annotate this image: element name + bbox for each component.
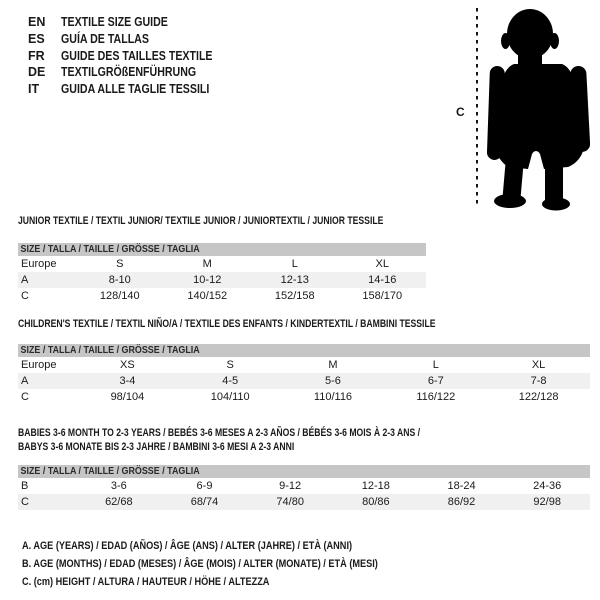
size-cell: 14-16 [368,274,397,286]
size-cell: 3-4 [119,375,136,387]
size-cell: 128/140 [99,290,140,302]
size-cell: 104/110 [210,391,250,403]
language-code: ES [28,31,45,46]
size-header-bar [18,344,590,357]
table-title-line: BABYS 3-6 MONATE BIS 2-3 JAHRE / BAMBINI 3-6 MESI A 2-3 ANNI [18,440,295,453]
size-cell: 122/128 [518,391,559,403]
size-cell: 62/68 [105,496,133,508]
size-cell: 5-6 [325,375,341,387]
language-title-list [28,14,239,98]
size-cell: XL [531,359,546,371]
height-measure-label: C [456,105,465,119]
size-table [18,344,590,405]
table-row [18,256,426,272]
size-cell: 6-7 [427,375,444,387]
size-cell: 24-36 [533,480,562,492]
table-row [18,478,590,494]
size-cell: 10-12 [193,274,222,286]
language-title: TEXTILE SIZE GUIDE [61,15,168,29]
size-cell: L [291,258,298,270]
row-label: Europe [21,359,57,371]
size-cell: 92/98 [533,496,561,508]
row-label: C [21,290,29,302]
footnote: C. (cm) HEIGHT / ALTURA / HAUTEUR / HÖHE / ALTEZZA [22,576,270,588]
footnotes [22,537,441,591]
size-cell: XS [120,359,135,371]
size-cell: 6-9 [196,480,213,492]
language-row [28,14,239,31]
table-row [18,288,426,304]
table-title-line: BABIES 3-6 MONTH TO 2-3 YEARS / BEBÉS 3-6 MESES A 2-3 AÑOS / BÉBÉS 3-6 MOIS À 2-3 ANS / [18,427,421,439]
language-code: EN [28,15,46,29]
table-row [18,373,590,389]
size-header-bar [18,465,590,478]
size-table-section [18,215,426,302]
row-label: C [21,496,29,508]
size-table [18,465,590,510]
size-cell: 74/80 [276,496,304,508]
size-cell: 12-18 [361,480,390,492]
size-cell: 8-10 [108,274,131,286]
language-code: FR [28,48,45,63]
size-header-bar [18,243,426,256]
table-row [18,272,426,288]
size-cell: 4-5 [222,375,239,387]
language-code: IT [28,82,40,97]
language-row [28,31,239,48]
table-title-line: CHILDREN'S TEXTILE / TEXTIL NIÑO/A / TEXTILE DES ENFANTS / KINDERTEXTIL / BAMBINI TESSILE [18,318,436,330]
language-title: GUÍA DE TALLAS [61,31,149,46]
size-table [18,243,426,304]
language-code: DE [28,65,46,80]
size-cell: 140/152 [187,290,228,302]
size-cell: M [328,359,338,371]
size-cell: 98/104 [110,391,145,403]
size-cell: 12-13 [280,274,309,286]
size-header-label: SIZE / TALLA / TAILLE / GRÖSSE / TAGLIA [20,465,200,477]
language-title: GUIDE DES TAILLES TEXTILE [61,48,213,63]
size-cell: 152/158 [274,290,315,302]
size-cell: 3-6 [110,480,127,492]
size-cell: M [202,258,212,270]
table-row [18,389,590,405]
table-title-line: JUNIOR TEXTILE / TEXTIL JUNIOR/ TEXTILE JUNIOR / JUNIORTEXTIL / JUNIOR TESSILE [18,215,384,227]
table-row [18,357,590,373]
size-cell: 18-24 [447,480,476,492]
baby-silhouette-icon [450,2,600,212]
size-header-label: SIZE / TALLA / TAILLE / GRÖSSE / TAGLIA [20,243,200,255]
footnote: A. AGE (YEARS) / EDAD (AÑOS) / ÂGE (ANS) / ALTER (JAHRE) / ETÀ (ANNI) [22,540,353,552]
footnote: B. AGE (MONTHS) / EDAD (MESES) / ÂGE (MOIS) / ALTER (MONATE) / ETÀ (MESI) [22,558,378,570]
size-cell: 116/122 [416,391,456,403]
row-label: B [21,480,29,492]
row-label: C [21,391,29,403]
language-row [28,81,239,98]
size-cell: 9-12 [279,480,302,492]
language-title: GUIDA ALLE TAGLIE TESSILI [61,82,210,97]
table-title [18,427,590,455]
size-cell: XL [375,258,389,270]
row-label: Europe [21,258,57,270]
baby-silhouette [487,9,591,211]
size-cell: L [432,359,439,371]
size-cell: 68/74 [190,496,219,508]
size-cell: 110/116 [313,391,353,403]
language-title: TEXTILGRÖßENFÜHRUNG [61,65,197,80]
table-row [18,494,590,510]
size-cell: 7-8 [530,375,547,387]
table-title [18,215,426,229]
language-row [28,48,239,65]
row-label: A [21,375,29,387]
size-table-section [18,318,590,403]
size-header-label: SIZE / TALLA / TAILLE / GRÖSSE / TAGLIA [20,344,200,356]
size-cell: 86/92 [447,496,476,508]
language-row [28,64,239,81]
row-label: A [21,274,29,286]
table-title [18,318,590,332]
size-cell: S [116,258,124,270]
size-cell: 158/170 [362,290,403,302]
size-cell: 80/86 [362,496,390,508]
size-cell: S [226,359,234,371]
size-table-section [18,427,590,508]
